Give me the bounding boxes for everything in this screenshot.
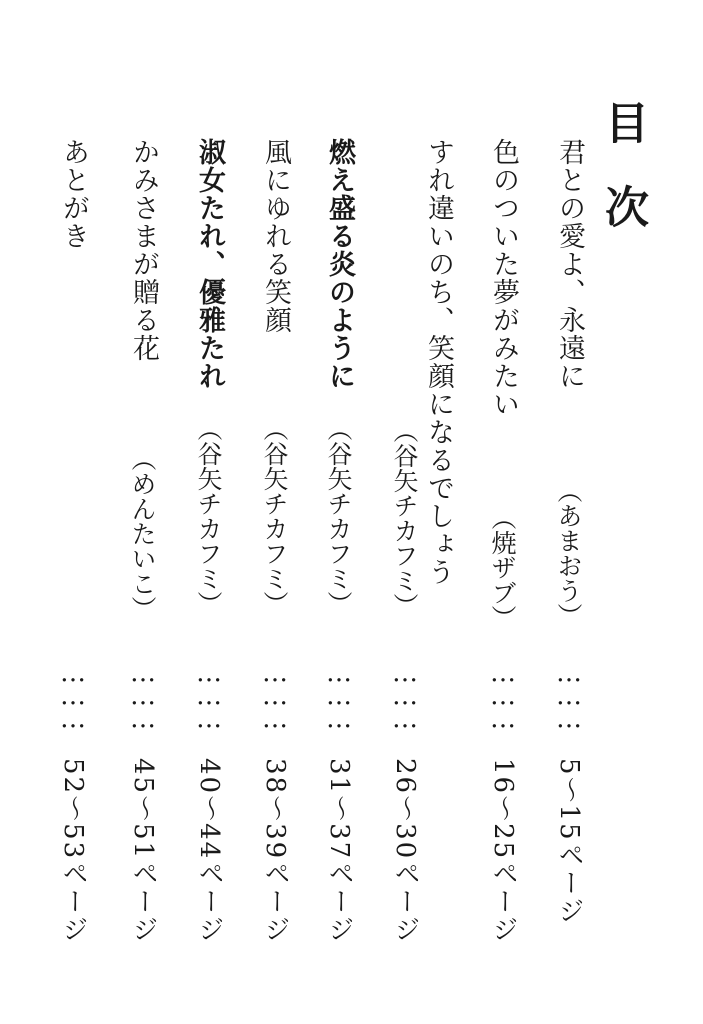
toc-entry-pages[interactable]: 52〜53ページ: [58, 758, 88, 945]
toc-entry-author: （谷矢チカフミ）: [260, 416, 289, 616]
toc-entry-title[interactable]: 淑女たれ、優雅たれ: [194, 138, 225, 390]
toc-entry-author: （めんたいこ）: [128, 446, 157, 621]
toc-entry-leader: ………: [260, 658, 290, 727]
toc-entry-pages[interactable]: 16〜25ページ: [488, 758, 518, 945]
toc-entry-title[interactable]: 色のついた夢がみたい: [488, 138, 519, 418]
toc-entry-leader: ………: [58, 658, 88, 727]
toc-entry-author: （谷矢チカフミ）: [194, 416, 223, 616]
toc-entry-pages[interactable]: 38〜39ページ: [260, 758, 290, 945]
toc-entry-leader: ………: [390, 658, 420, 727]
toc-entry-pages[interactable]: 45〜51ページ: [128, 758, 158, 945]
toc-entry-leader: ………: [488, 658, 518, 727]
toc-entry-author: （谷矢チカフミ）: [324, 416, 353, 616]
toc-entry-leader: ………: [128, 658, 158, 727]
toc-entry-title[interactable]: すれ違いのち、笑顔になるでしょう: [423, 138, 454, 586]
toc-entry-pages[interactable]: 26〜30ページ: [390, 758, 420, 945]
toc-entry-leader: ………: [324, 658, 354, 727]
toc-entry-pages[interactable]: 31〜37ページ: [324, 758, 354, 945]
toc-entry-author: （あまおう）: [554, 478, 583, 628]
toc-entry-title[interactable]: かみさまが贈る花: [128, 138, 159, 362]
toc-entry-title[interactable]: あとがき: [58, 138, 89, 250]
toc-entry-title[interactable]: 燃え盛る炎のように: [324, 138, 355, 390]
toc-entry-title[interactable]: 君との愛よ、永遠に: [554, 138, 585, 390]
toc-entry-pages[interactable]: 40〜44ページ: [194, 758, 224, 945]
toc-heading: 目次: [597, 100, 648, 268]
toc-entry-leader: ………: [194, 658, 224, 727]
toc-entry-leader: ………: [554, 658, 584, 727]
toc-entry-pages[interactable]: 5〜15ページ: [554, 758, 584, 926]
toc-entry-author: （谷矢チカフミ）: [390, 418, 419, 618]
toc-entry-author: （焼ザブ）: [488, 505, 517, 630]
toc-entry-title[interactable]: 風にゆれる笑顔: [260, 138, 291, 334]
